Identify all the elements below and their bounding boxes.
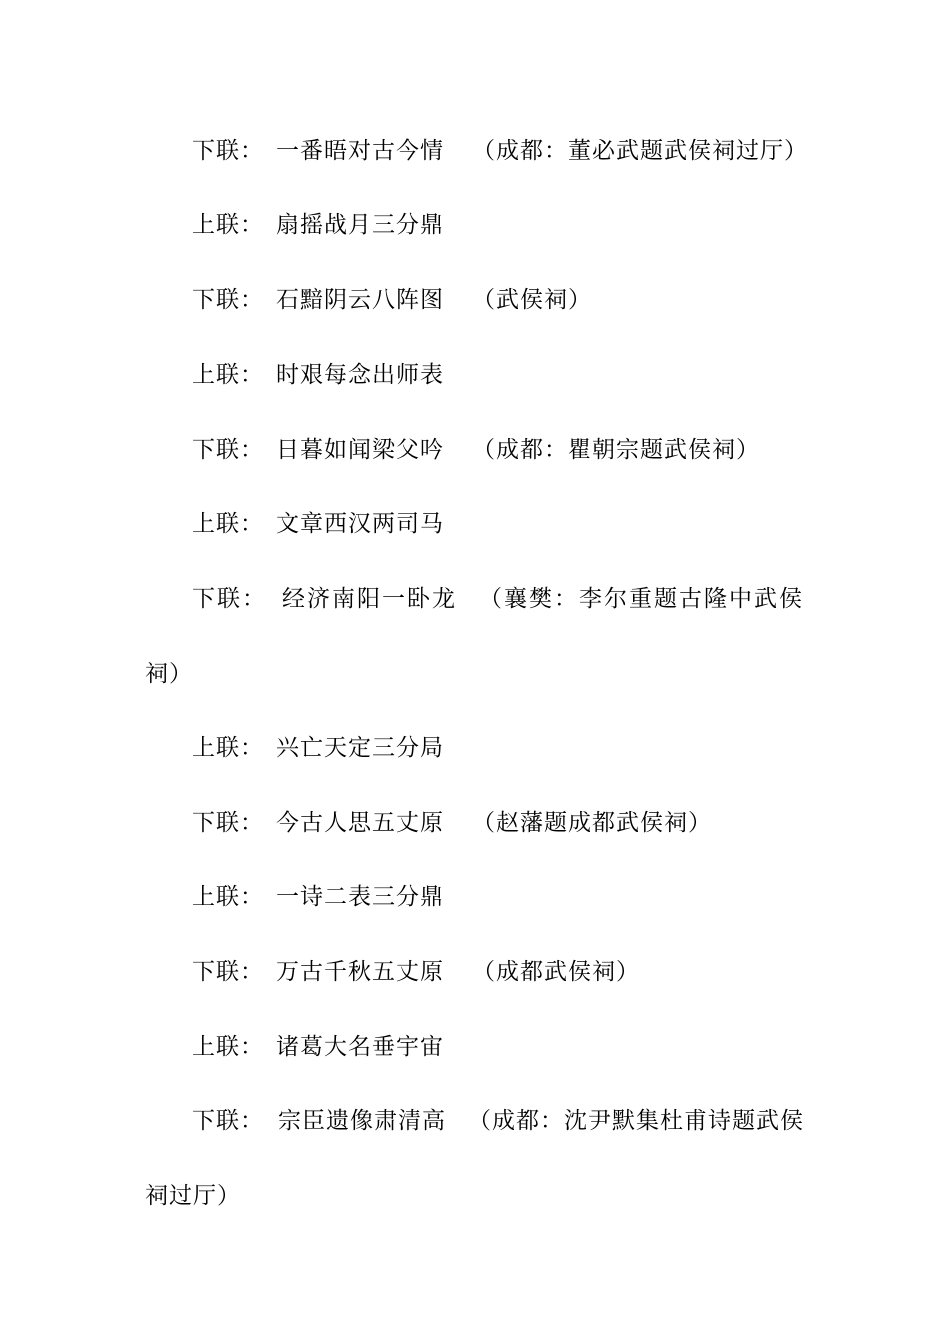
couplet-line bbox=[192, 882, 950, 912]
couplet-line bbox=[192, 957, 950, 987]
couplet-label: 下联： bbox=[192, 586, 267, 612]
couplet-source-note: （襄樊：李尔重题古隆中武侯 bbox=[479, 586, 804, 612]
couplet-text: 兴亡天定三分局 bbox=[276, 735, 444, 761]
couplet-line bbox=[192, 136, 950, 166]
couplet-text: 诸葛大名垂宇宙 bbox=[276, 1034, 444, 1060]
couplet-label: 下联： bbox=[192, 437, 264, 463]
couplet-text: 经济南阳一卧龙 bbox=[282, 586, 457, 612]
couplet-line bbox=[192, 733, 950, 763]
couplet-text: 文章西汉两司马 bbox=[276, 511, 444, 537]
couplet-label: 上联： bbox=[192, 884, 264, 910]
couplet-label: 上联： bbox=[192, 212, 264, 238]
couplet-source-note: （成都：瞿朝宗题武侯祠） bbox=[472, 437, 760, 463]
couplet-line-continuation bbox=[145, 659, 950, 689]
couplet-line bbox=[192, 360, 950, 390]
couplet-text: 时艰每念出师表 bbox=[276, 362, 444, 388]
couplet-source-note: （武侯祠） bbox=[472, 287, 592, 313]
couplet-source-note: （成都：董必武题武侯祠过厅） bbox=[472, 138, 808, 164]
couplet-text: 石黯阴云八阵图 bbox=[276, 287, 444, 313]
couplet-source-note: （成都武侯祠） bbox=[472, 959, 640, 985]
couplet-line bbox=[192, 584, 950, 614]
couplet-label: 下联： bbox=[192, 138, 264, 164]
couplet-label: 上联： bbox=[192, 511, 264, 537]
couplet-line-continuation bbox=[145, 1181, 950, 1211]
couplet-line bbox=[192, 1032, 950, 1062]
couplet-label: 上联： bbox=[192, 362, 264, 388]
couplet-label: 上联： bbox=[192, 1034, 264, 1060]
couplet-text: 一诗二表三分鼎 bbox=[276, 884, 444, 910]
couplet-text: 祠过厅） bbox=[145, 1183, 241, 1209]
couplet-label: 下联： bbox=[192, 1108, 264, 1134]
couplet-source-note: （成都：沈尹默集杜甫诗题武侯 bbox=[468, 1108, 804, 1134]
couplet-source-note: （赵藩题成都武侯祠） bbox=[472, 810, 712, 836]
couplet-label: 下联： bbox=[192, 959, 264, 985]
couplet-line bbox=[192, 435, 950, 465]
couplet-line bbox=[192, 509, 950, 539]
couplet-text: 今古人思五丈原 bbox=[276, 810, 444, 836]
couplet-label: 下联： bbox=[192, 810, 264, 836]
couplet-label: 下联： bbox=[192, 287, 264, 313]
couplet-text: 一番晤对古今情 bbox=[276, 138, 444, 164]
couplet-line bbox=[192, 285, 950, 315]
couplet-text: 祠） bbox=[145, 661, 193, 687]
couplet-label: 上联： bbox=[192, 735, 264, 761]
couplet-text: 万古千秋五丈原 bbox=[276, 959, 444, 985]
couplet-line bbox=[192, 1106, 950, 1136]
couplet-text: 扇摇战月三分鼎 bbox=[276, 212, 444, 238]
couplet-text: 日暮如闻梁父吟 bbox=[276, 437, 444, 463]
couplet-line bbox=[192, 210, 950, 240]
couplet-text: 宗臣遗像肃清高 bbox=[278, 1108, 446, 1134]
couplet-line bbox=[192, 808, 950, 838]
